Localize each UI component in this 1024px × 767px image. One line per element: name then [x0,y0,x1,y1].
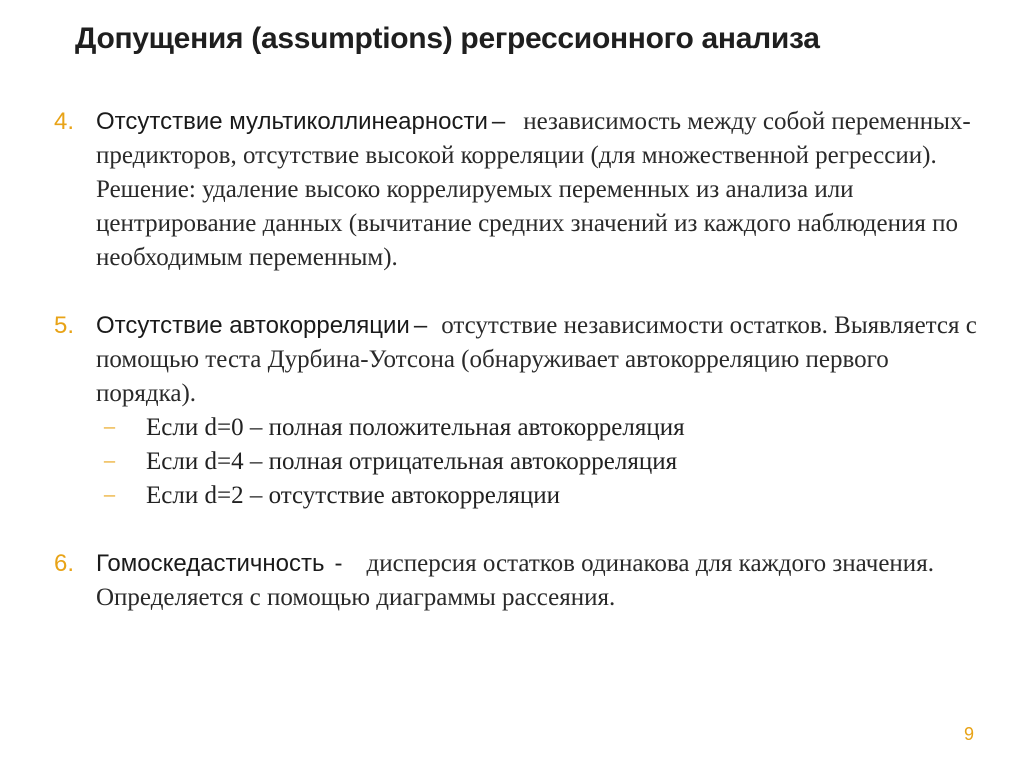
item-number: 5. [54,312,75,339]
dash-bullet: – [104,447,115,472]
list-item [54,105,984,275]
item-text: отсутствие независимости остатков. Выявляется с помощью теста Дурбина-Уотсона (обнаруживает автокорреляцию первого порядка). [96,312,977,407]
item-text: дисперсия остатков одинакова для каждого значения. Определяется с помощью диаграммы рассеяния. [96,550,934,611]
sub-item-text: Если d=4 – полная отрицательная автокорреляция [146,448,678,475]
dash-bullet: – [104,481,115,506]
item-separator: – [413,312,428,339]
item-separator: - [334,550,343,577]
list-item [54,547,984,615]
item-term: Отсутствие автокорреляции [96,312,410,339]
item-term: Гомоскедастичность [96,550,325,577]
sub-item-text: Если d=0 – полная положительная автокорреляция [146,414,685,441]
sub-list-item [96,479,984,513]
item-number: 4. [54,108,75,135]
dash-bullet: – [104,413,115,438]
item-number: 6. [54,550,75,577]
assumptions-list [54,105,984,615]
slide-title: Допущения (assumptions) регрессионного анализа [75,22,820,55]
list-item [54,309,984,513]
item-separator: – [491,108,506,135]
sub-list-item [96,445,984,479]
page-number: 9 [963,724,974,744]
item-text: независимость между собой переменных-предикторов, отсутствие высокой корреляции (для множественной регрессии). Решение: удаление высоко коррелируемых переменных из анализа или центрирование данных (вычитание средних значений из каждого наблюдения по необходимым переменным). [96,108,971,271]
sub-item-text: Если d=2 – отсутствие автокорреляции [146,482,560,509]
item-term: Отсутствие мультиколлинеарности [96,108,488,135]
durbin-watson-cases [96,411,984,513]
sub-list-item [96,411,984,445]
